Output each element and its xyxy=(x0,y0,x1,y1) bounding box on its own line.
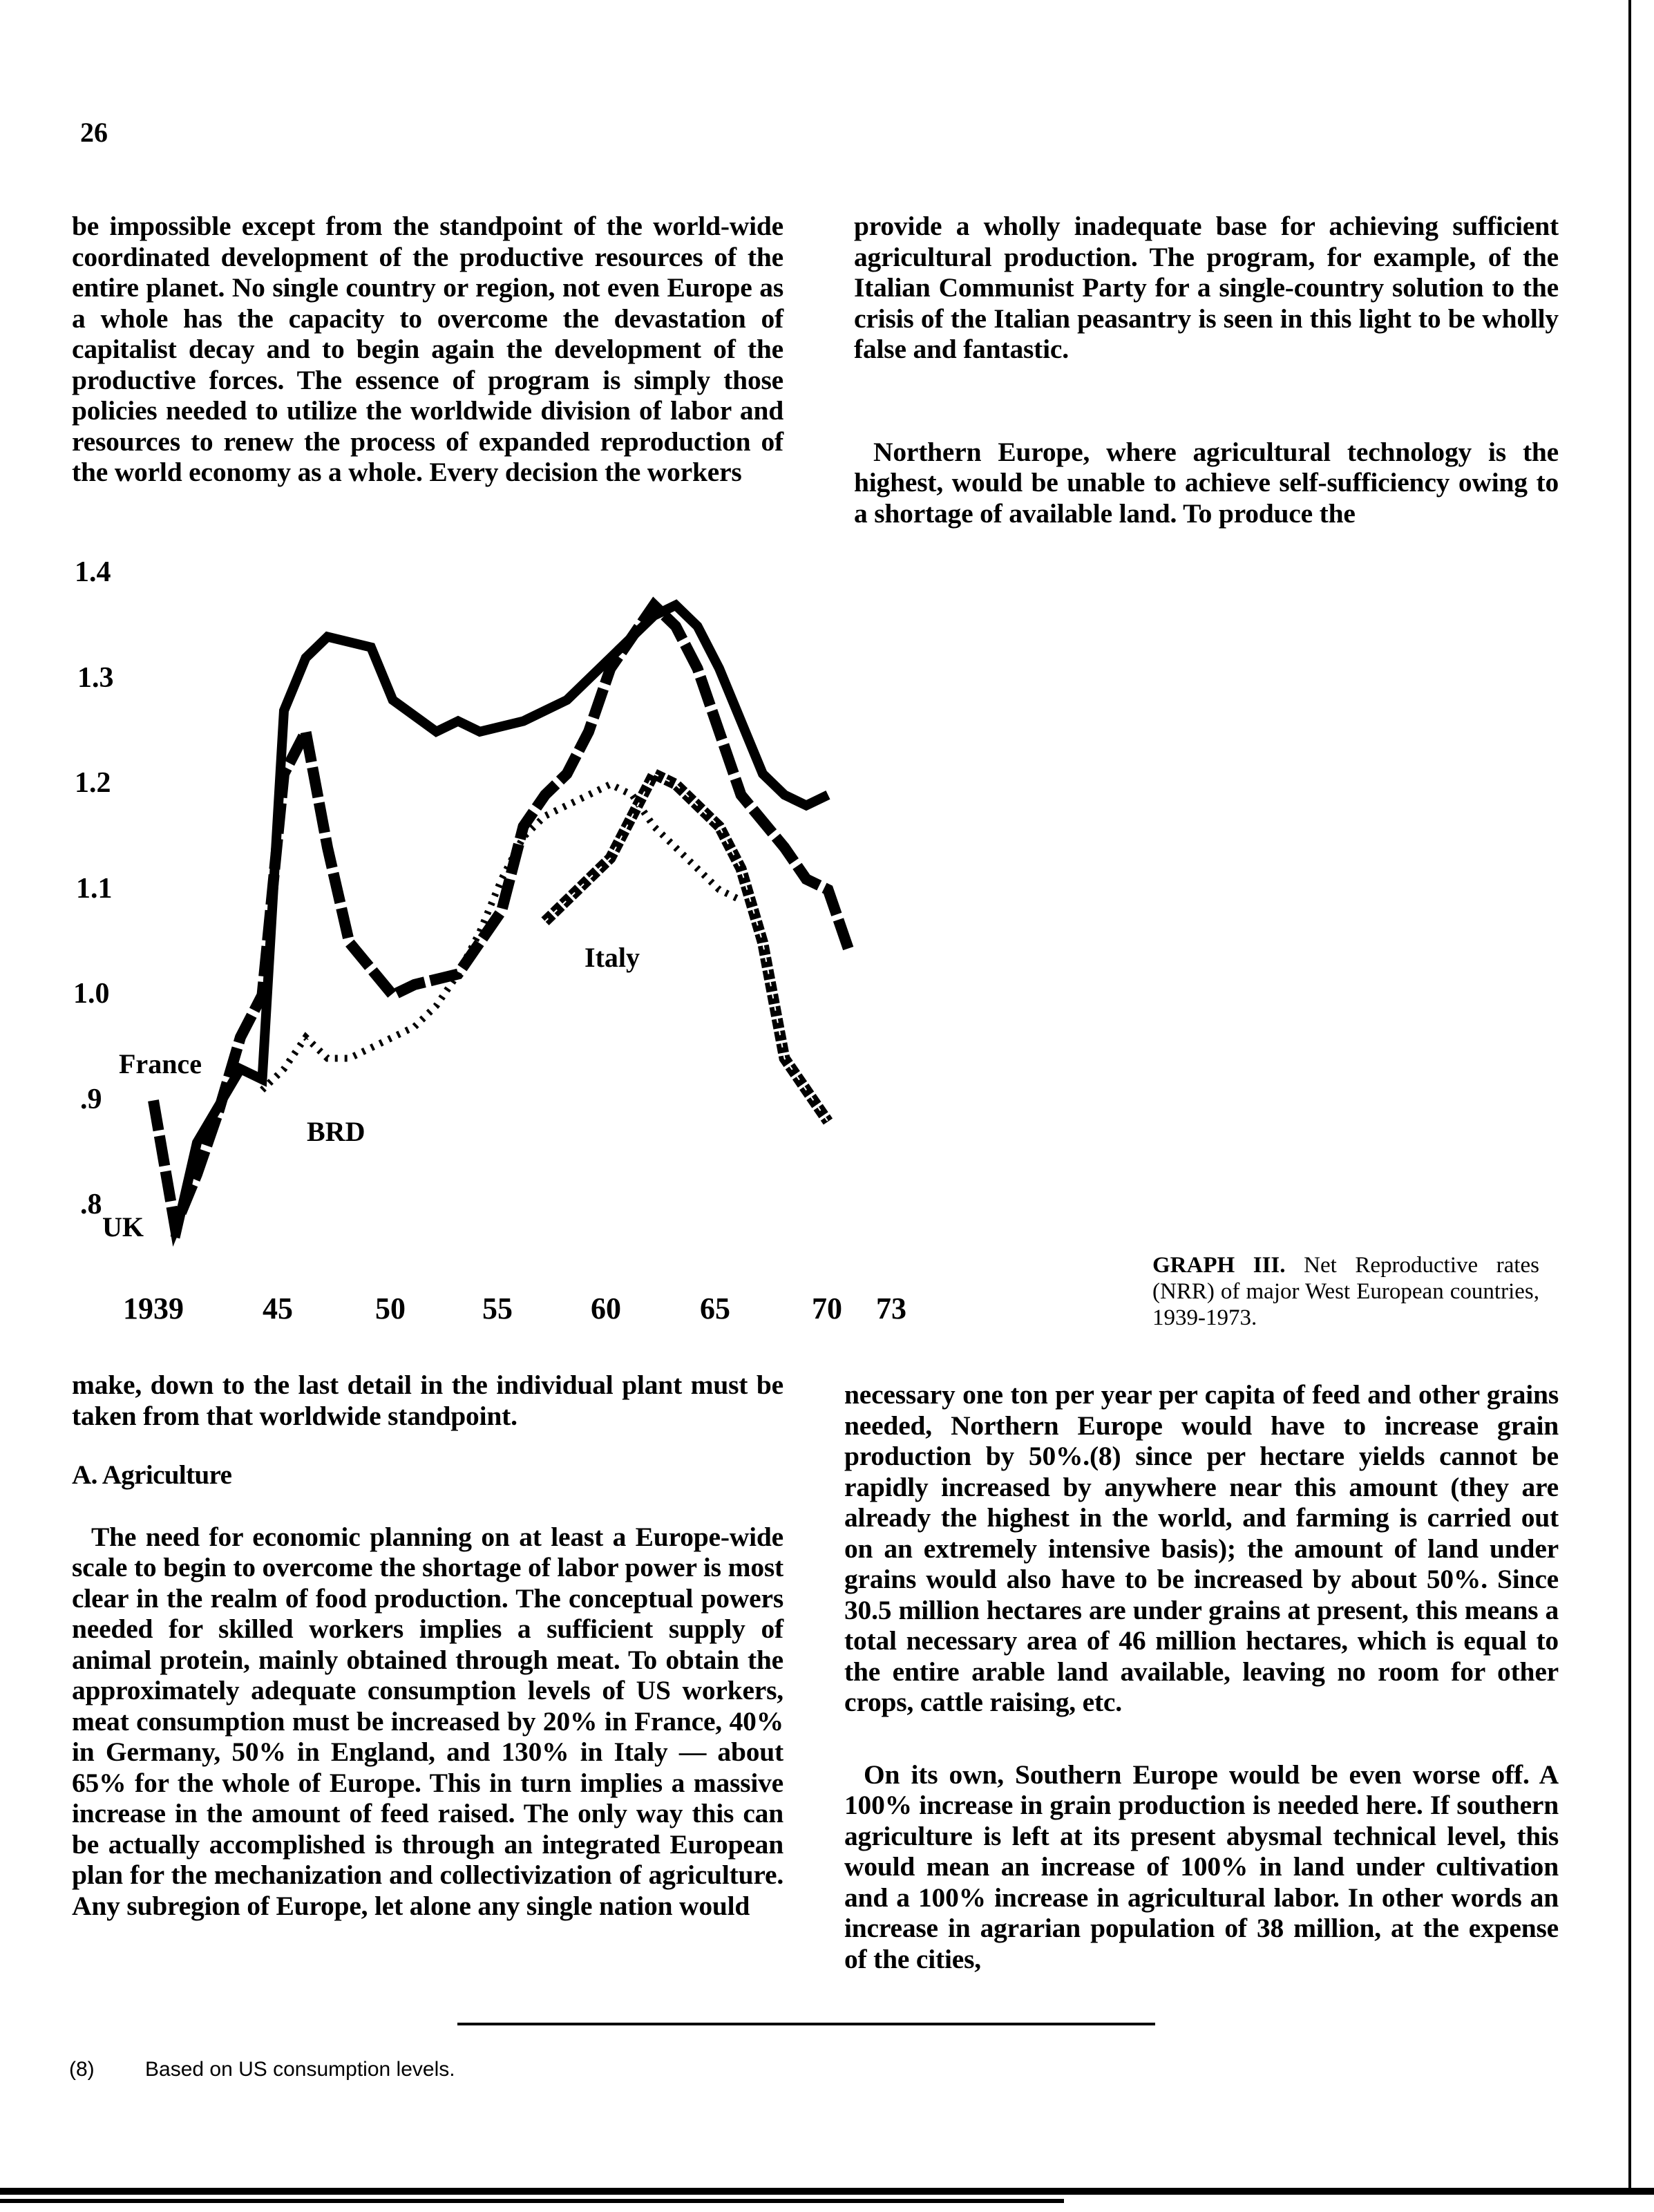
x-tick-label: 45 xyxy=(263,1292,293,1325)
paragraph: Northern Europe, where agricultural technology is the highest, would be unable to achieve self-sufficiency owing to a shortage of available land. To produce the xyxy=(854,436,1559,529)
x-tick-label: 70 xyxy=(812,1292,842,1325)
graph-caption xyxy=(1152,1252,1539,1331)
x-tick-label: 1939 xyxy=(123,1292,184,1325)
y-tick-label: 1.2 xyxy=(75,767,111,799)
page-number: 26 xyxy=(80,117,108,148)
series-label-uk: UK xyxy=(102,1211,144,1242)
y-tick-label: 1.1 xyxy=(76,872,113,905)
x-tick-label: 73 xyxy=(876,1292,906,1325)
paragraph: make, down to the last detail in the individual plant must be taken from that worldwide standpoint. xyxy=(72,1370,783,1431)
section-heading: A. Agriculture xyxy=(72,1460,232,1490)
page-edge-line xyxy=(1628,0,1631,2191)
footnote xyxy=(69,2058,455,2081)
y-tick-label: 1.4 xyxy=(75,556,111,588)
chart-plot-area xyxy=(0,546,967,1354)
footnote-text: Based on US consumption levels. xyxy=(145,2058,455,2081)
x-tick-label: 55 xyxy=(482,1292,513,1325)
x-tick-label: 50 xyxy=(375,1292,406,1325)
nrr-line-chart xyxy=(0,546,967,1354)
x-tick-label: 65 xyxy=(700,1292,730,1325)
page-bottom-edge-shadow xyxy=(0,2199,1064,2203)
caption-label: GRAPH III. xyxy=(1152,1253,1286,1278)
y-tick-label: .9 xyxy=(80,1083,102,1115)
y-tick-label: 1.0 xyxy=(73,978,110,1010)
paragraph: On its own, Southern Europe would be even worse off. A 100% increase in grain production is needed here. If southern agriculture is left at its present abysmal technical level, this would mean an increase of 100% in land under cultivation and a 100% increase in agricultural labor. In other words an increase in agrarian population of 38 million, at the expense of the cities, xyxy=(844,1759,1559,1974)
x-tick-label: 60 xyxy=(591,1292,621,1325)
y-tick-label: .8 xyxy=(80,1189,102,1220)
right-column-top xyxy=(854,211,1559,529)
paragraph: provide a wholly inadequate base for achieving sufficient agricultural production. The program, for example, of the Italian Communist Party for a single-country solution to the crisis of the Italian peasantry is seen in this light to be wholly false and fantastic. xyxy=(854,211,1559,364)
page-bottom-edge xyxy=(0,2188,1654,2195)
left-column-bottom xyxy=(72,1370,783,1921)
footnote-number: (8) xyxy=(69,2058,95,2081)
series-label-brd: BRD xyxy=(307,1116,365,1147)
series-line-france xyxy=(153,605,850,1227)
series-label-italy: Italy xyxy=(584,942,640,973)
series-label-france: France xyxy=(119,1048,202,1079)
caption-text: Net Reproductive rates (NRR) of major West European countries, 1939-1973. xyxy=(1152,1253,1540,1330)
paragraph: be impossible except from the standpoint of the world-wide coordinated development of the productive resources of the entire planet. No single country or region, not even Europe as a whole has the capacity to overcome the devastation of capitalist decay and to begin again the development of the productive forces. The essence of program is simply those policies needed to utilize the worldwide division of labor and resources to renew the process of expanded reproduction of the world economy as a whole. Every decision the workers xyxy=(72,211,783,487)
right-column-bottom xyxy=(844,1379,1559,1974)
left-column-top xyxy=(72,211,783,488)
y-tick-label: 1.3 xyxy=(77,661,114,694)
paragraph: necessary one ton per year per capita of feed and other grains needed, Northern Europe would have to increase grain production by 50%.(8) since per hectare yields cannot be rapidly increased by anywhere near this amount (they are already the highest in the world, and farming is carried out on an extremely intensive basis); the amount of land under grains would also have to be increased by about 50%. Since 30.5 million hectares are under grains at present, this means a total necessary area of 46 million hectares, which is equal to the entire arable land available, leaving no room for other crops, cattle raising, etc. xyxy=(844,1379,1559,1717)
paragraph: The need for economic planning on at least a Europe-wide scale to begin to overcome the shortage of labor power is most clear in the realm of food production. The conceptual powers needed for skilled workers implies a sufficient supply of animal protein, mainly obtained through meat. To obtain the approximately adequate consumption levels of US workers, meat consumption must be increased by 20% in France, 40% in Germany, 50% in England, and 130% in Italy — about 65% for the whole of Europe. This in turn implies a massive increase in the amount of feed raised. The only way this can be actually accomplished is through an integrated European plan for the mechanization and collectivization of agriculture. Any subregion of Europe, let alone any single nation would xyxy=(72,1521,783,1921)
footnote-divider xyxy=(457,2023,1155,2025)
series-line-brd xyxy=(263,784,741,1090)
